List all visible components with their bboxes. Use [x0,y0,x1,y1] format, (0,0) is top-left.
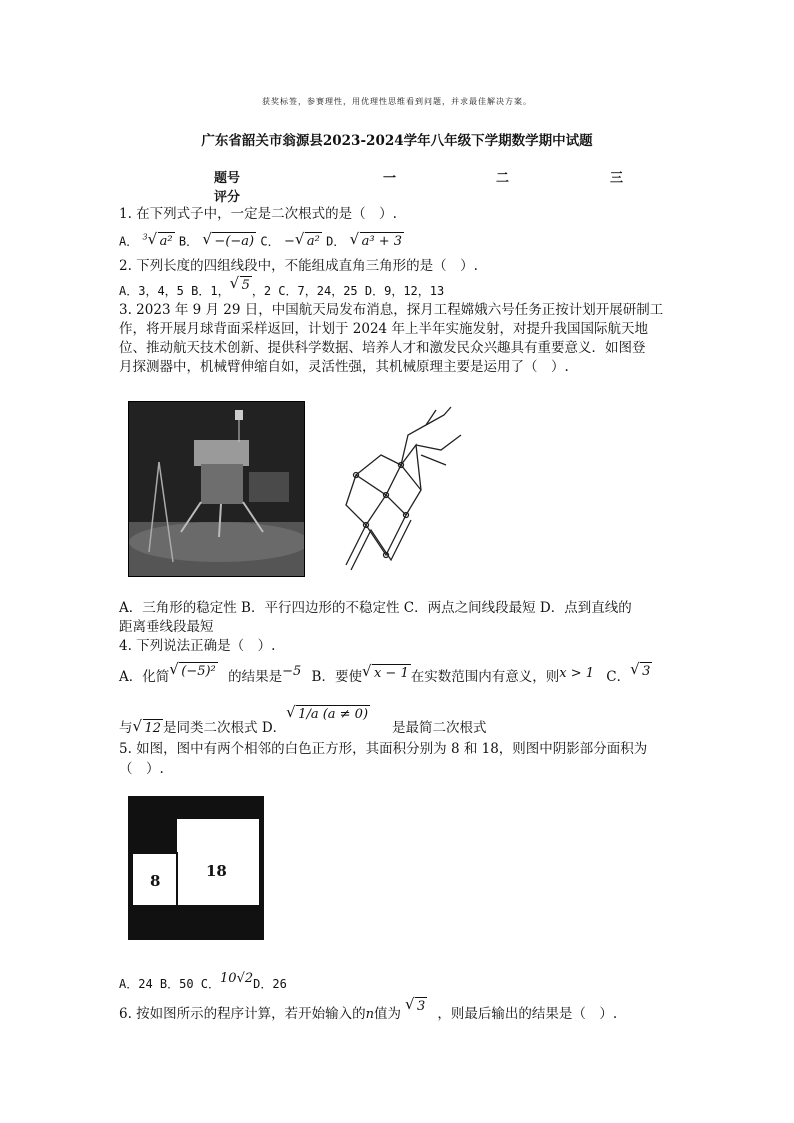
q1-opt-b-label: B． [178,234,199,249]
q5-line2: （ ）. [119,761,164,777]
q6-root-expr: √ 3 [405,997,427,1016]
small-square-label: 8 [150,872,161,890]
q3-line1: 3. 2023 年 9 月 29 日，中国航天局发布消息，探月工程嫦娥六号任务正按计划开展研制工 [119,302,664,318]
q4-d-expr: √ 1/a (a ≠ 0) [286,705,370,724]
q4-options-line1: A．化简√ (−5)² 的结果是−5 B．要使√ x − 1 在实数范围内有意义，则x > 1 C．√ 3 [119,668,652,687]
q3-options-line2: 距离垂线段最短 [119,619,214,635]
q1-options [119,229,404,251]
score-header-label: 题号 [214,171,241,186]
q1-opt-d-label: D． [326,234,346,249]
q2-options: A．3，4，5 B．1，√ 5 ，2 C．7，24，25 D．9，12，13 [119,282,444,301]
q2-root-expr: √ 5 [230,276,252,295]
q5-c-expr: 10√2 [220,971,254,986]
score-column-2: 二 [496,171,510,186]
score-column-1: 一 [383,171,397,186]
robotic-arm-diagram [326,405,466,575]
q4-b-expr: √ x − 1 [362,664,411,683]
lander-photo [128,401,305,577]
q1-opt-d-expr: √ a³ + 3 [350,234,404,249]
q2-stem: 2. 下列长度的四组线段中，不能组成直角三角形的是（ ）. [119,258,478,274]
q4-c-expr2: √ 12 [133,719,164,738]
q4-stem: 4. 下列说法正确是（ ）. [119,638,276,654]
q3-line4: 月探测器中，机械臂伸缩自如，灵活性强，其机械原理主要是运用了（ ）. [119,359,569,375]
q1-opt-a-expr: $^3$√ a² [143,234,175,249]
q1-opt-b-expr: √ −(−a) [202,234,256,249]
q1-opt-c-expr: −√ a² [284,234,322,249]
q4-c-expr: √ 3 [630,662,652,681]
q6-stem: 6. 按如图所示的程序计算，若开始输入的n值为√ 3 ，则最后输出的结果是（ ）. [119,1005,617,1024]
header-notice: 获奖标签，参赛理性，用优理性思维看到问题，并求最佳解决方案。 [262,97,532,106]
squares-figure [128,796,264,940]
big-square-label: 18 [206,862,227,880]
q1-opt-c-label: C． [260,234,280,249]
q3-options-line1: A．三角形的稳定性 B．平行四边形的不稳定性 C．两点之间线段最短 D．点到直线的 [119,600,632,616]
score-row-label: 评分 [214,190,241,205]
q4-options-line2: 与√ 12 是同类二次根式 D．√ 1/a (a ≠ 0)是最简二次根式 [119,719,487,738]
score-column-3: 三 [610,171,624,186]
q4-a-expr: √ (−5)² [169,662,218,681]
q5-line1: 5. 如图，图中有两个相邻的白色正方形，其面积分别为 8 和 18，则图中阴影部分面积为 [119,741,648,757]
q3-line2: 作，将开展月球背面采样返回，计划于 2024 年上半年实施发射，对提升我国国际航天地 [119,321,648,337]
page-title: 广东省韶关市翁源县2023-2024学年八年级下学期数学期中试题 [201,133,593,149]
q1-stem: 1. 在下列式子中，一定是二次根式的是（ ）. [119,206,397,222]
q3-line3: 位、推动航天技术创新、提供科学数据、培养人才和激发民众兴趣具有重要意义．如图登 [119,340,646,356]
q5-options: A．24 B．50 C．10√2D．26 [119,971,287,991]
q1-opt-a-label: A． [119,234,139,249]
